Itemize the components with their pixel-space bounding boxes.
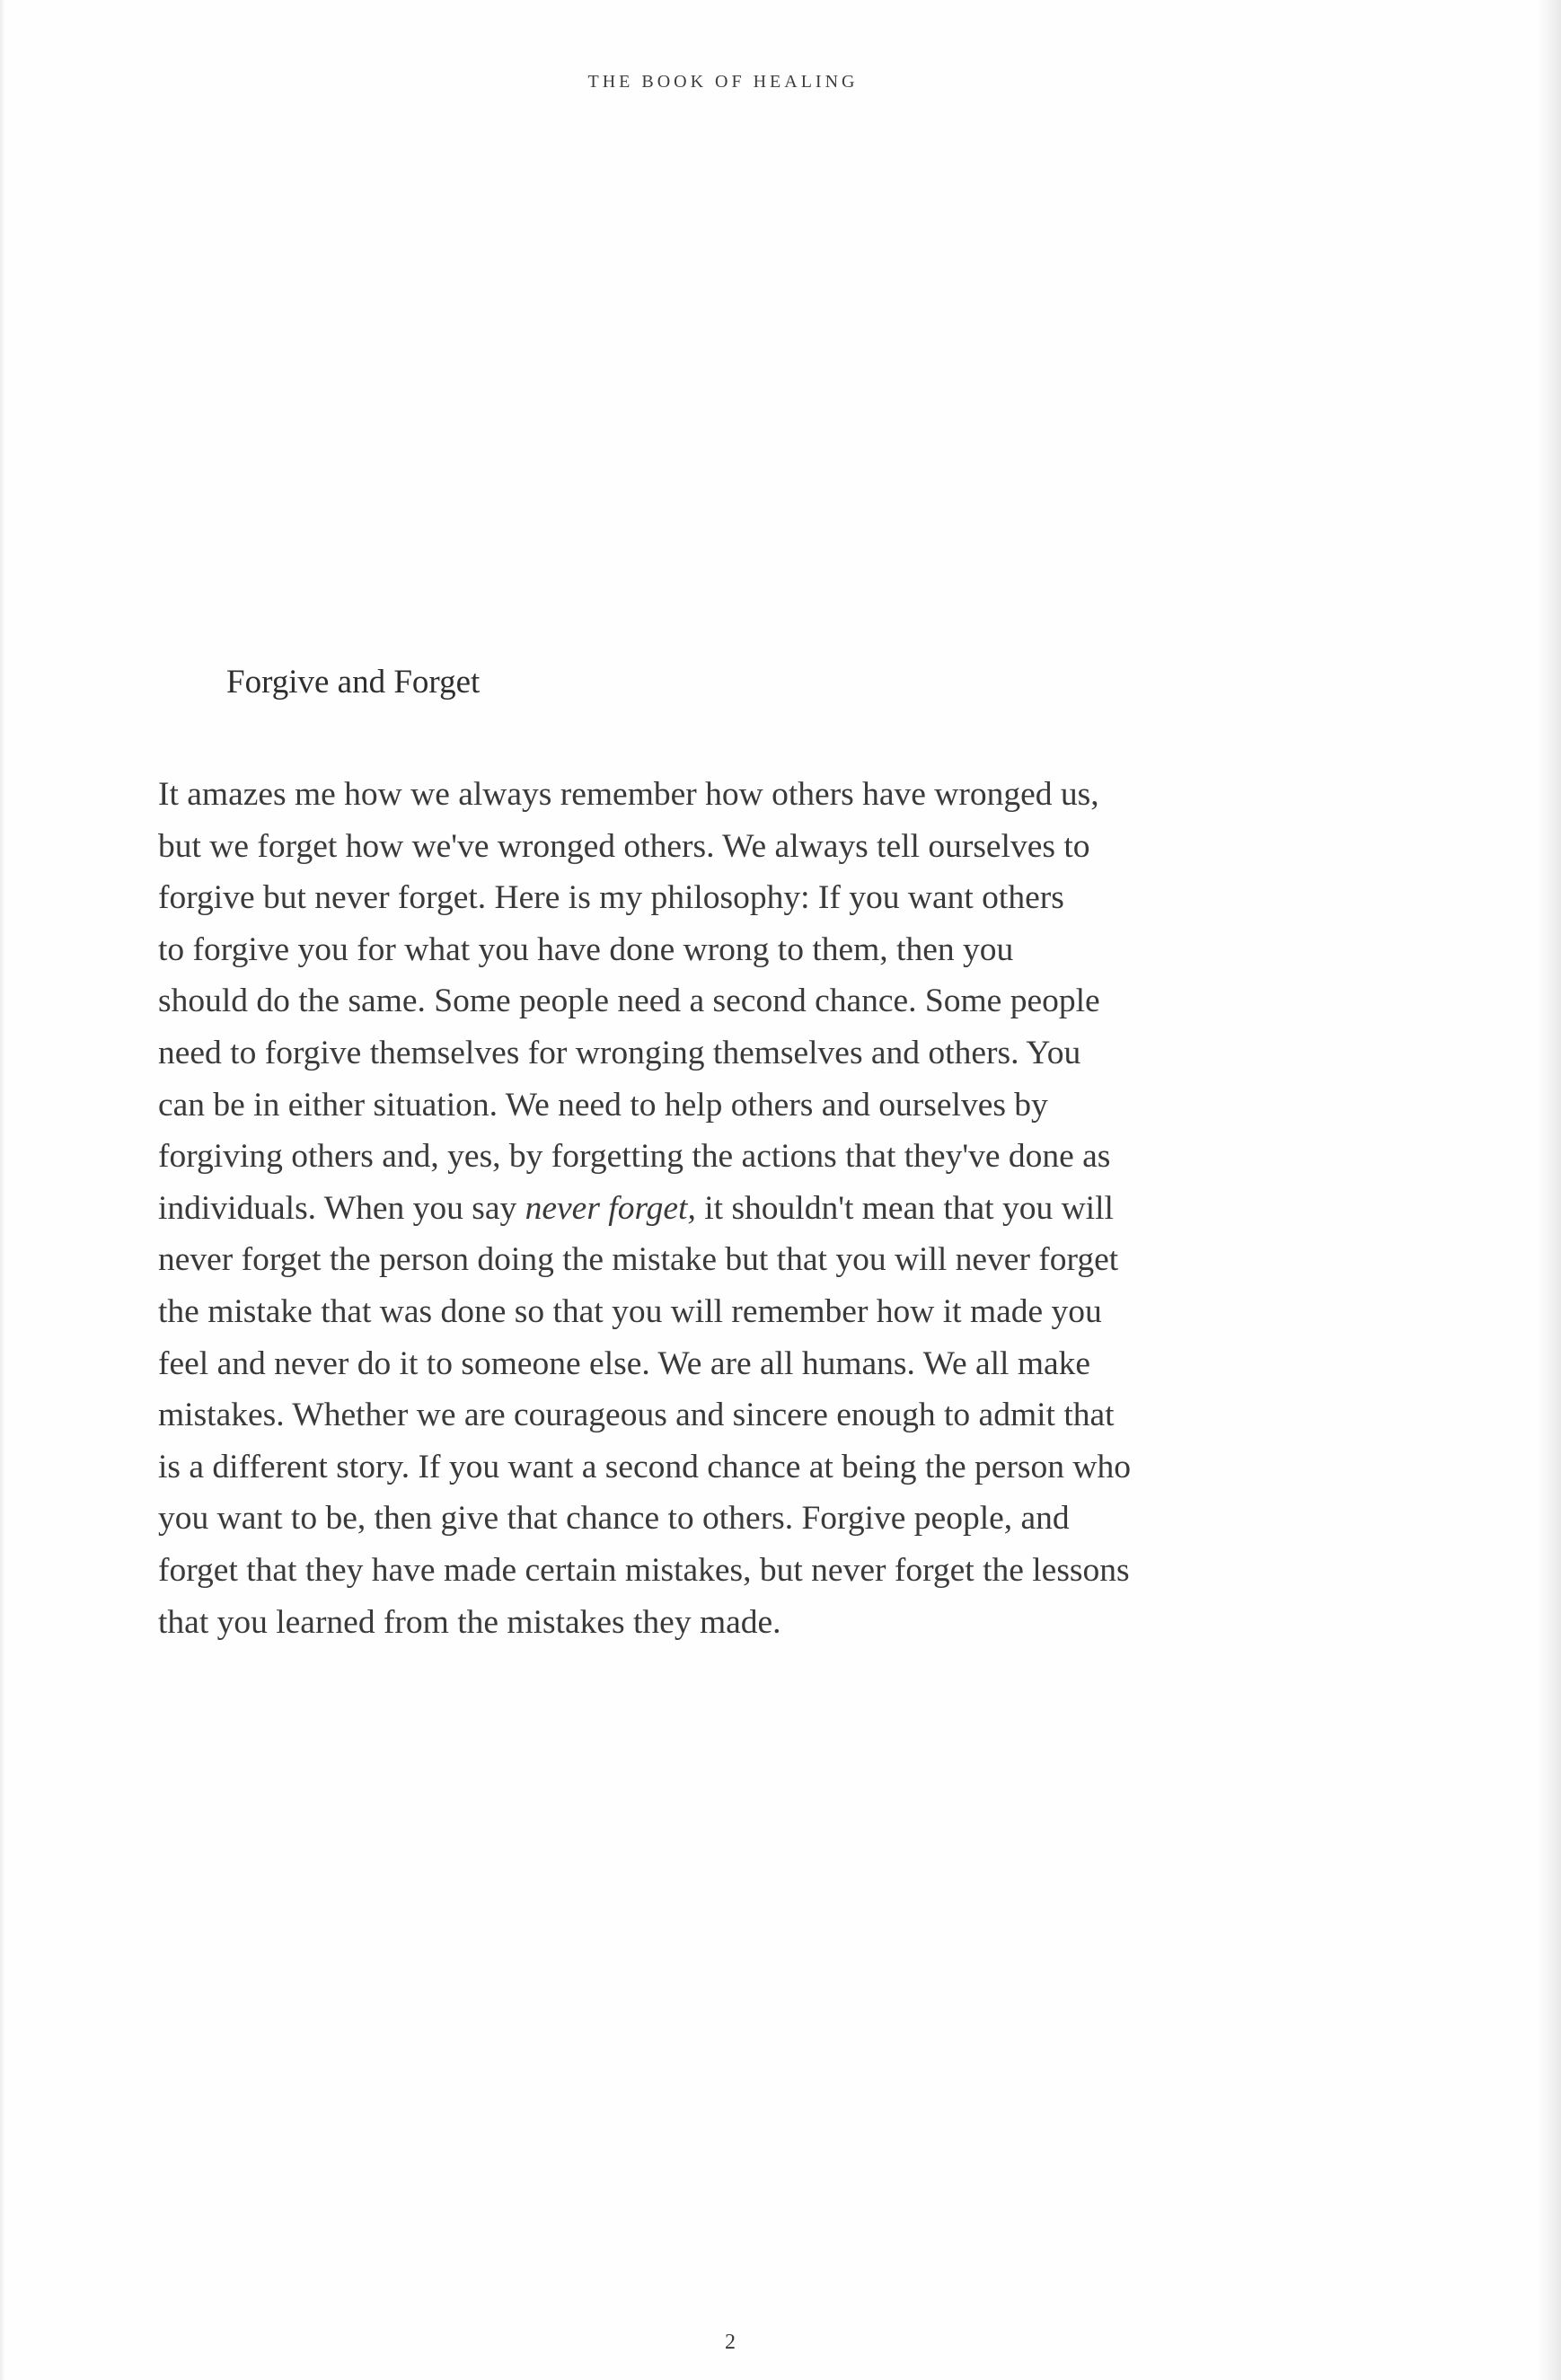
body-line: that you learned from the mistakes they made.: [158, 1603, 781, 1641]
running-head: THE BOOK OF HEALING: [587, 72, 859, 92]
body-line: is a different story. If you want a second chance at being the person who: [158, 1448, 1131, 1485]
body-line: need to forgive themselves for wronging themselves and others. You: [158, 1034, 1081, 1071]
body-line: mistakes. Whether we are courageous and sincere enough to admit that: [158, 1397, 1115, 1434]
section-title: Forgive and Forget: [226, 664, 481, 701]
body-line-text: individuals. When you say: [158, 1189, 525, 1227]
body-line: to forgive you for what you have done wrong to them, then you: [158, 930, 1014, 968]
body-paragraph: [158, 769, 1317, 1648]
body-line: but we forget how we've wronged others. We always tell ourselves to: [158, 827, 1090, 865]
body-line: forget that they have made certain mistakes, but never forget the lessons: [158, 1551, 1130, 1589]
body-line: can be in either situation. We need to help others and ourselves by: [158, 1086, 1048, 1124]
body-line: [158, 1183, 1317, 1235]
body-line-text: it shouldn't mean that you will: [695, 1189, 1114, 1227]
body-line: feel and never do it to someone else. We are all humans. We all make: [158, 1344, 1091, 1382]
body-line: you want to be, then give that chance to others. Forgive people, and: [158, 1500, 1070, 1538]
body-line: forgive but never forget. Here is my philosophy: If you want others: [158, 879, 1064, 917]
emphasis-never-forget: never forget,: [525, 1189, 696, 1227]
page-number: 2: [725, 2331, 736, 2354]
body-line: It amazes me how we always remember how others have wronged us,: [158, 776, 1099, 813]
body-line: never forget the person doing the mistake but that you will never forget: [158, 1241, 1119, 1279]
body-line: the mistake that was done so that you will remember how it made you: [158, 1292, 1102, 1330]
body-line: should do the same. Some people need a second chance. Some people: [158, 983, 1100, 1020]
body-line: forgiving others and, yes, by forgetting the actions that they've done as: [158, 1138, 1111, 1176]
page-left-edge: [0, 0, 5, 2380]
page-spine-shadow: [1538, 0, 1561, 2380]
